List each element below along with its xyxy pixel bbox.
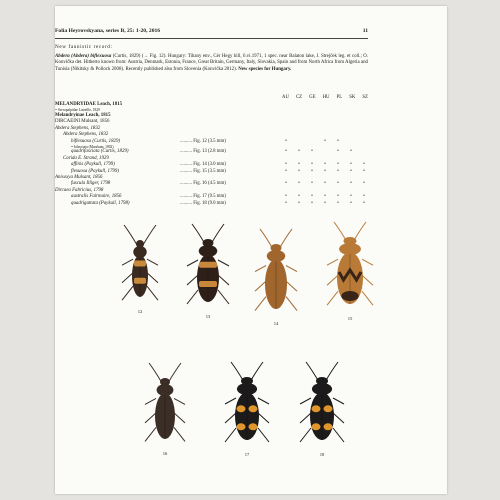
- figure-reference: .......... Fig. 17 (9.5 mm): [180, 194, 226, 200]
- taxon-name: flexuosa (Paykull, 1799): [71, 168, 119, 174]
- distribution-dot: •: [337, 168, 339, 174]
- figure-reference: .......... Fig. 18 (9.0 mm): [180, 200, 226, 206]
- distribution-dot: •: [337, 194, 339, 200]
- distribution-dot: •: [350, 200, 352, 206]
- distribution-dot: •: [350, 168, 352, 174]
- taxon-name: Abdera Stephens, 1832: [55, 125, 101, 131]
- distribution-dot: [321, 149, 329, 154]
- distribution-dot: •: [337, 200, 339, 206]
- distribution-dot: •: [298, 200, 300, 206]
- country-code: SZ: [362, 95, 368, 100]
- distribution-dot: •: [324, 194, 326, 200]
- taxon-name: quadrifasciata (Curtis, 1829): [71, 149, 129, 155]
- taxon-name: Abdera Stephens, 1832: [63, 132, 109, 138]
- distribution-dot: •: [337, 138, 339, 144]
- distribution-row: [282, 201, 368, 206]
- country-code: AU: [282, 95, 289, 100]
- distribution-dot: •: [337, 162, 339, 168]
- distribution-dot: •: [324, 138, 326, 144]
- taxon-name: = Serropalpidae Latreille, 1829: [55, 108, 100, 113]
- distribution-dot: •: [337, 149, 339, 155]
- figure-number: 18: [319, 452, 325, 457]
- distribution-dot: •: [363, 168, 365, 174]
- distribution-dot: •: [285, 162, 287, 168]
- distribution-row: [282, 194, 368, 199]
- distribution-dot: •: [324, 181, 326, 187]
- taxon-name: Carida E. Strand, 1929: [63, 155, 109, 161]
- taxon-name: affinis (Paykull, 1799): [71, 162, 115, 168]
- section-title: New faunistic record:: [55, 44, 113, 50]
- distribution-row: [282, 181, 368, 186]
- distribution-dot: [347, 139, 355, 144]
- distribution-dot: •: [324, 168, 326, 174]
- figure-number: 12: [137, 309, 143, 314]
- distribution-row: [282, 149, 368, 154]
- distribution-dot: •: [298, 162, 300, 168]
- taxon-name: fuscula Illiger, 1798: [71, 181, 111, 187]
- figure-reference: .......... Fig. 12 (3.5 mm): [180, 138, 226, 144]
- distribution-dot: •: [363, 194, 365, 200]
- figure-number: 17: [244, 452, 250, 457]
- figure-reference: .......... Fig. 16 (4.5 mm): [180, 181, 226, 187]
- distribution-dot: •: [324, 200, 326, 206]
- country-code: GE: [309, 95, 316, 100]
- distribution-row: [282, 169, 368, 174]
- distribution-row: [282, 139, 368, 144]
- distribution-dot: •: [350, 149, 352, 155]
- distribution-dot: •: [363, 181, 365, 187]
- distribution-dot: •: [363, 162, 365, 168]
- distribution-dot: •: [298, 168, 300, 174]
- figure-number: 16: [162, 451, 168, 456]
- distribution-dot: •: [311, 181, 313, 187]
- distribution-dot: •: [298, 194, 300, 200]
- journal-page: [55, 6, 447, 494]
- distribution-dot: [360, 149, 368, 154]
- record-text: (Curtis, 1829) (→ Fig. 12). Hungary: Tihany env., Cér Hegy hill, 6.vi.1971, 1 spec. near Balaton lake, J. Strejček leg. et coll.; O. Konvička det. Hitherto known from: Austria, Denmark, Estonia, France, Great Britain, Germany, Italy, Slovakia, Spain and from North Africa from Algeria and Tunisia (Nikitsky & Pollock 2008). Recently published also from Slovenia (Konvička 2012).: [55, 54, 368, 72]
- figure-reference: .......... Fig. 13 (2.8 mm): [180, 149, 226, 155]
- distribution-dot: •: [311, 200, 313, 206]
- distribution-dot: •: [363, 200, 365, 206]
- distribution-dot: •: [298, 181, 300, 187]
- figure-number: 14: [273, 321, 279, 326]
- distribution-dot: •: [311, 162, 313, 168]
- figure-number: 15: [347, 316, 353, 321]
- figure-reference: .......... Fig. 15 (3.5 mm): [180, 168, 226, 174]
- running-header: [55, 28, 368, 38]
- distribution-dot: •: [350, 162, 352, 168]
- taxon-name: = bifasciata (Marsham, 1802): [71, 144, 114, 149]
- distribution-dot: [308, 139, 316, 144]
- journal-citation: Folia Heyrovskyana, series B, 25: 1-20, 2016: [55, 28, 161, 34]
- country-code: SK: [349, 95, 356, 100]
- distribution-dot: •: [285, 200, 287, 206]
- record-highlight: New species for Hungary.: [238, 66, 292, 72]
- distribution-dot: •: [298, 149, 300, 155]
- distribution-dot: •: [285, 168, 287, 174]
- distribution-dot: •: [311, 149, 313, 155]
- taxon-name: DIRCAEINI Mulsant, 1856: [55, 119, 110, 125]
- header-rule: [55, 38, 368, 39]
- page-number: 11: [362, 28, 368, 34]
- distribution-dot: •: [285, 138, 287, 144]
- taxon-name: Dircaea Fabricius, 1798: [55, 187, 104, 193]
- country-code: PL: [336, 95, 343, 100]
- distribution-dot: •: [285, 149, 287, 155]
- country-header-row: [282, 95, 368, 100]
- country-code: HU: [322, 95, 330, 100]
- distribution-dot: •: [311, 194, 313, 200]
- distribution-dot: [360, 139, 368, 144]
- distribution-dot: •: [311, 168, 313, 174]
- country-code: CZ: [295, 95, 303, 100]
- distribution-dot: [295, 139, 303, 144]
- distribution-dot: •: [285, 194, 287, 200]
- distribution-row: [282, 162, 368, 167]
- distribution-dot: •: [285, 181, 287, 187]
- taxon-name: Anisoxya Mulsant, 1856: [55, 175, 103, 180]
- taxon-name: MELANDRYIDAE Leach, 1815: [55, 102, 123, 107]
- taxon-name: quadriguttata (Paykull, 1798): [71, 200, 130, 206]
- taxon-name: australis Fairmaire, 1856: [71, 194, 122, 200]
- distribution-dot: •: [350, 181, 352, 187]
- faunistic-record-paragraph: [55, 54, 368, 73]
- distribution-dot: •: [324, 162, 326, 168]
- taxon-name: biflexuosa (Curtis, 1829): [71, 138, 121, 144]
- distribution-dot: •: [337, 181, 339, 187]
- figure-number: 13: [205, 314, 211, 319]
- taxon-name: Melandryinae Leach, 1815: [55, 112, 111, 118]
- distribution-dot: •: [350, 194, 352, 200]
- figure-reference: .......... Fig. 14 (3.0 mm): [180, 162, 226, 168]
- record-species: Abdera (Abdera) biflexuosa: [55, 54, 112, 59]
